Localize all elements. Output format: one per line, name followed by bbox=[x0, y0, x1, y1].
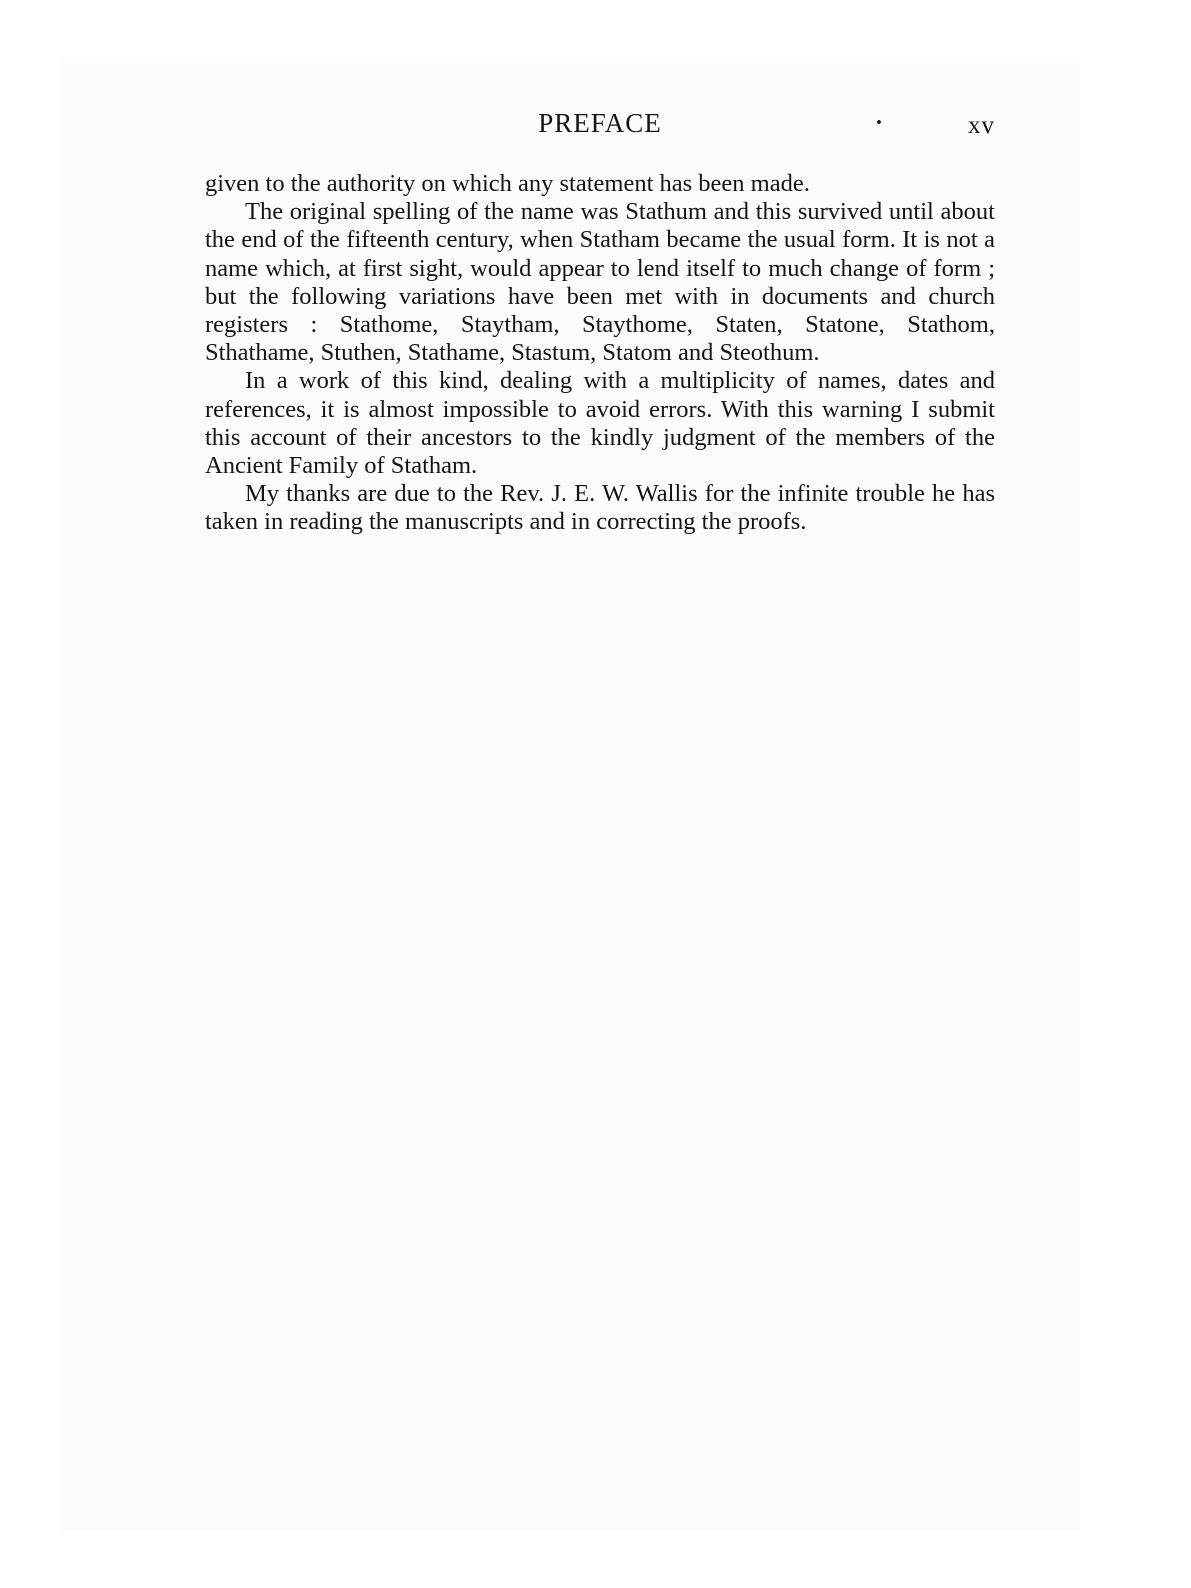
page-title: PREFACE bbox=[538, 108, 662, 138]
paragraph-errors: In a work of this kind, dealing with a multiplicity of names, dates and references, it is almost impossible to avoid errors. With this warning I submit this account of their ancestors to the kindly judgment of the members of the Ancient Family of Statham. bbox=[205, 367, 995, 480]
body-text bbox=[205, 170, 995, 537]
running-head bbox=[205, 108, 995, 148]
paragraph-spelling: The original spelling of the name was Stathum and this survived until about the end of the fifteenth century, when Statham became the usual form. It is not a name which, at first sight, would appear to lend itself to much change of form ; but the following variations have been met with in documents and church registers : Stathome, Staytham, Staythome, Staten, Statone, Stathom, Sthathame, Stuthen, Stathame, Stastum, Statom and Steothum. bbox=[205, 198, 995, 367]
paragraph-thanks: My thanks are due to the Rev. J. E. W. Wallis for the infinite trouble he has taken in reading the manuscripts and in correcting the proofs. bbox=[205, 480, 995, 536]
paragraph-continuation: given to the authority on which any statement has been made. bbox=[205, 170, 810, 197]
page-number: xv bbox=[968, 112, 995, 139]
header-dot: · bbox=[875, 110, 884, 136]
